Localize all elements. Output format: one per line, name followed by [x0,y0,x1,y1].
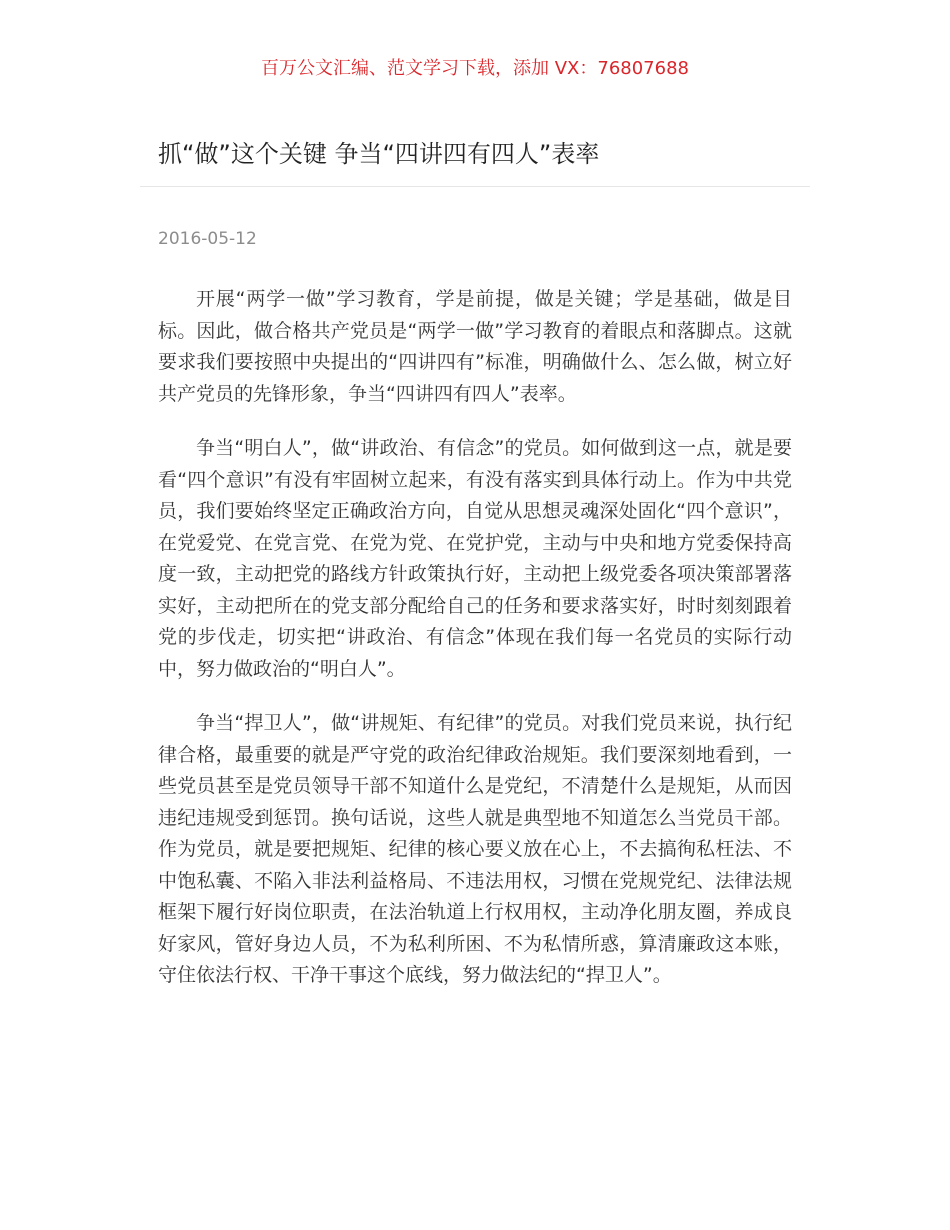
page-title: 抓“做”这个关键 争当“四讲四有四人”表率 [158,140,600,168]
promo-banner: 百万公文汇编、范文学习下载，添加 VX：76807688 [261,58,689,79]
article-header [140,136,810,187]
paragraph: 争当“捍卫人”，做“讲规矩、有纪律”的党员。对我们党员来说，执行纪律合格，最重要的就是严守党的政治纪律政治规矩。我们要深刻地看到，一些党员甚至是党员领导干部不知道什么是党纪，不清楚什么是规矩，从而因违纪违规受到惩罚。换句话说，这些人就是典型地不知道怎么当党员干部。作为党员，就是要把规矩、纪律的核心要义放在心上，不去搞徇私枉法、不中饱私囊、不陷入非法利益格局、不违法用权，习惯在党规党纪、法律法规框架下履行好岗位职责，在法治轨道上行权用权，主动净化朋友圈，养成良好家风，管好身边人员，不为私利所困、不为私情所惑，算清廉政这本账，守住依法行权、干净干事这个底线，努力做法纪的“捍卫人”。 [158,712,792,986]
paragraph: 争当“明白人”，做“讲政治、有信念”的党员。如何做到这一点，就是要看“四个意识”有没有牢固树立起来，有没有落实到具体行动上。作为中共党员，我们要始终坚定正确政治方向，自觉从思想灵魂深处固化“四个意识”，在党爱党、在党言党、在党为党、在党护党，主动与中央和地方党委保持高度一致，主动把党的路线方针政策执行好，主动把上级党委各项决策部署落实好，主动把所在的党支部分配给自己的任务和要求落实好，时时刻刻跟着党的步伐走，切实把“讲政治、有信念”体现在我们每一名党员的实际行动中，努力做政治的“明白人”。 [158,437,792,680]
article-body [158,284,792,1015]
publish-date: 2016-05-12 [158,229,257,249]
paragraph: 开展“两学一做”学习教育，学是前提，做是关键；学是基础，做是目标。因此，做合格共产党员是“两学一做”学习教育的着眼点和落脚点。这就要求我们要按照中央提出的“四讲四有”标准，明确做什么、怎么做，树立好共产党员的先锋形象，争当“四讲四有四人”表率。 [158,288,792,405]
